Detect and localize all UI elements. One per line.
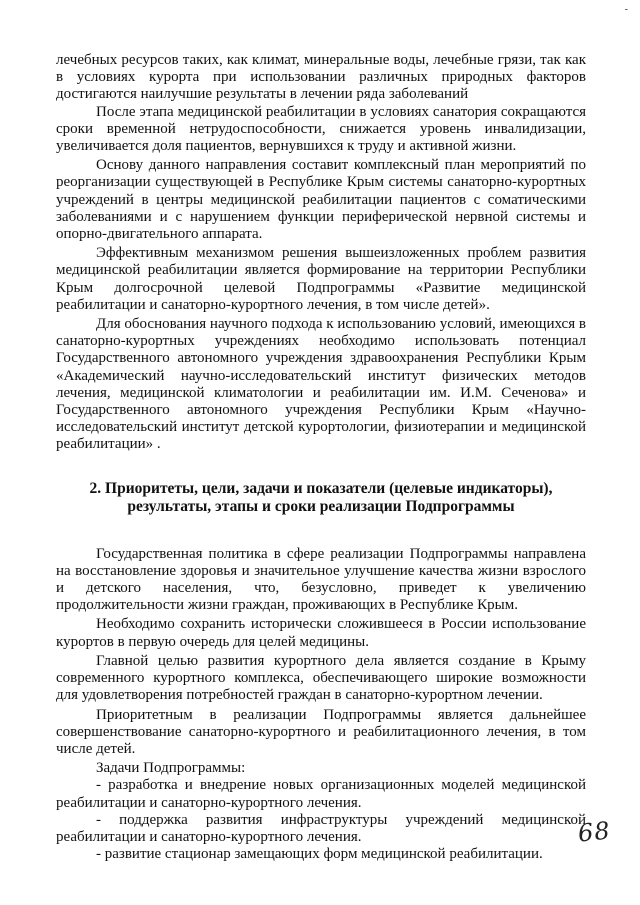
tasks-label: Задачи Подпрограммы: xyxy=(96,760,246,777)
task-item-1: - разработка и внедрение новых организационных моделей медицинской реабилитации и санаторно-курортного лечения. xyxy=(56,777,586,811)
paragraph-reorganization-plan: Основу данного направления составит комплексный план мероприятий по реорганизации существующей в Республике Крым системы санаторно-курортных учреждений в центры медицинской реабилитации пациентов с соматическими заболеваниями и с нарушением функции периферической нервной системы и опорно-двигательного аппарата. xyxy=(56,157,586,243)
document-page xyxy=(56,52,586,863)
paragraph-priority: Приоритетным в реализации Подпрограммы является дальнейшее совершенствование санаторно-курортного и реабилитационного лечения, в том числе детей. xyxy=(56,706,586,757)
section-heading xyxy=(56,480,586,516)
section-heading-line-2: результаты, этапы и сроки реализации Подпрограммы xyxy=(127,497,515,515)
corner-mark: - xyxy=(624,4,628,15)
paragraph-scientific-approach: Для обоснования научного подхода к использованию условий, имеющихся в санаторно-курортных учреждениях необходимо использовать потенциал Государственного автономного учреждения здравоохранения Республики Крым «Академический научно-исследовательский институт физических методов лечения, медицинской климатологии и реабилитации им. И.М. Сеченова» и Государственного автономного учреждения Республики Крым «Научно-исследовательский институт детской курортологии, физиотерапии и медицинской реабилитации» . xyxy=(56,316,586,453)
paragraph-rehabilitation-effects: После этапа медицинской реабилитации в условиях санатория сокращаются сроки временной нетрудоспособности, снижается уровень инвалидизации, увеличивается доля пациентов, вернувшихся к труду и активной жизни. xyxy=(56,103,586,155)
paragraph-main-goal: Главной целью развития курортного дела является создание в Крыму современного курортного комплекса, обеспечивающего широкие возможности для удовлетворения потребностей граждан в санаторно-курортном лечении. xyxy=(56,652,586,704)
task-item-3: - развитие стационар замещающих форм медицинской реабилитации. xyxy=(96,846,543,863)
section-heading-line-1: 2. Приоритеты, цели, задачи и показатели (целевые индикаторы), xyxy=(89,479,553,497)
paragraph-state-policy: Государственная политика в сфере реализации Подпрограммы направлена на восстановление здоровья и значительное улучшение качества жизни взрослого и детского населения, что, безусловно, приведет к увеличению продолжительности жизни граждан, проживающих в Республике Крым. xyxy=(56,545,586,614)
handwritten-page-number: 68 xyxy=(576,816,612,848)
paragraph-preserve-resorts: Необходимо сохранить исторически сложившееся в России использование курортов в первую очередь для целей медицины. xyxy=(56,616,586,650)
task-item-2: - поддержка развития инфраструктуры учреждений медицинской реабилитации и санаторно-курортного лечения. xyxy=(56,811,586,845)
paragraph-mechanism: Эффективным механизмом решения вышеизложенных проблем развития медицинской реабилитации является формирование на территории Республики Крым долгосрочной целевой Подпрограммы «Развитие медицинской реабилитации и санаторно-курортного лечения, в том числе детей». xyxy=(56,245,586,313)
paragraph-continuation: лечебных ресурсов таких, как климат, минеральные воды, лечебные грязи, так как в условиях курорта при использовании различных природных факторов достигаются наилучшие результаты в лечении ряда заболеваний xyxy=(56,52,586,103)
